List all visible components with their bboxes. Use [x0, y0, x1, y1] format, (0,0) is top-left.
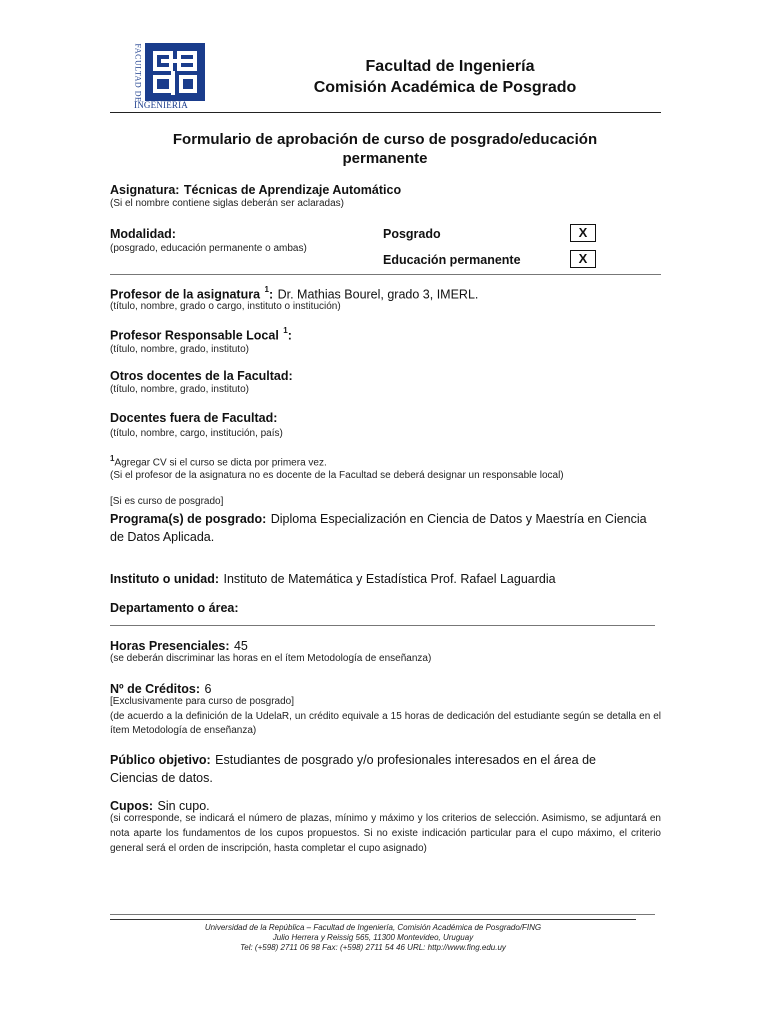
creditos-note1: [Exclusivamente para curso de posgrado] — [110, 696, 294, 707]
horas-value: 45 — [233, 639, 248, 653]
faculty-title: Facultad de Ingeniería — [365, 58, 535, 75]
profesor-footnote-ref: 1 — [264, 285, 269, 294]
docentes-fuera-note: (título, nombre, cargo, institución, país) — [110, 428, 283, 439]
commission-title: Comisión Académica de Posgrado — [313, 79, 577, 96]
creditos-label: Nº de Créditos: — [110, 682, 200, 696]
responsable-field: Profesor Responsable Local $^1$: — [110, 326, 292, 343]
cupos-note: (si corresponde, se indicará el número de plazas, mínimo y máximo y los criterios de selección. Asimismo, se adjuntará en nota aparte los fundamentos de los cupos propuestos. Si no existe indicación particular para el cupo máximo, el criterio general será el orden de inscripción, hasta completar el cupo asignado) — [110, 813, 661, 854]
docentes-fuera-label: Docentes fuera de Facultad: — [110, 411, 278, 425]
otros-docentes-note: (título, nombre, grado, instituto) — [110, 384, 249, 395]
asignatura-value: Técnicas de Aprendizaje Automático — [183, 183, 402, 197]
responsable-note: (título, nombre, grado, instituto) — [110, 344, 249, 355]
form-title: Formulario de aprobación de curso de posgrado/educación permanente — [172, 131, 598, 167]
modalidad-note: (posgrado, educación permanente o ambas) — [110, 243, 307, 254]
educacion-permanente-checkbox[interactable]: X — [570, 250, 596, 268]
creditos-value: 6 — [204, 682, 212, 696]
modalidad-label: Modalidad: — [110, 227, 176, 241]
footnote-number: 1 — [110, 454, 115, 463]
instituto-label: Instituto o unidad: — [110, 572, 220, 586]
horas-label: Horas Presenciales: — [110, 639, 230, 653]
departamento-label: Departamento o área: — [110, 601, 239, 615]
instituto-field — [110, 570, 661, 588]
asignatura-field — [110, 181, 661, 199]
programa-value: Diploma Especialización en Ciencia de Datos y Maestría en Ciencia de Datos Aplicada. — [110, 512, 647, 544]
modalidad-divider — [110, 274, 661, 275]
profesor-note: (título, nombre, grado o cargo, instituto o institución) — [110, 301, 341, 312]
publico-value: Estudiantes de posgrado y/o profesionales interesados en el área de Ciencias de datos. — [110, 753, 596, 785]
responsable-footnote-ref: 1 — [283, 326, 288, 335]
footnote-line2: (Si el profesor de la asignatura no es docente de la Facultad se deberá designar un responsable local) — [110, 470, 564, 481]
programa-label: Programa(s) de posgrado: — [110, 512, 267, 526]
instituto-value: Instituto de Matemática y Estadística Prof. Rafael Laguardia — [223, 572, 556, 586]
footer-line2: Julio Herrera y Reissig 565, 11300 Montevideo, Uruguay — [272, 933, 474, 942]
footer-line3: Tel: (+598) 2711 06 98 Fax: (+598) 2711 54 46 URL: http://www.fing.edu.uy — [240, 943, 506, 952]
programa-field — [110, 510, 661, 546]
creditos-note2: (de acuerdo a la definición de la UdelaR, un crédito equivale a 15 horas de dedicación del estudiante según se detalla en el ítem Metodología de enseñanza) — [110, 711, 661, 736]
footer-divider-1 — [110, 914, 655, 915]
horas-note: (se deberán discriminar las horas en el ítem Metodología de enseñanza) — [110, 653, 432, 664]
cupos-value: Sin cupo. — [157, 799, 210, 813]
profesor-field: Profesor de la asignatura $^1$: Dr. Mathias Bourel, grado 3, IMERL. — [110, 285, 479, 302]
logo-side-text: FACULTAD DE — [133, 43, 143, 103]
footer-line1: Universidad de la República – Facultad de Ingeniería, Comisión Académica de Posgrado/FING — [204, 923, 542, 932]
footer-divider-2 — [110, 919, 636, 920]
modalidad-educacion-label: Educación permanente — [383, 253, 521, 267]
header-divider — [110, 112, 661, 113]
asignatura-note: (Si el nombre contiene siglas deberán ser aclaradas) — [110, 198, 345, 209]
publico-field — [110, 751, 640, 787]
departamento-line[interactable] — [110, 625, 655, 626]
cupos-label: Cupos: — [110, 799, 154, 813]
footnote-line1: $^1$Agregar CV si el curso se dicta por primera vez. — [110, 454, 327, 469]
posgrado-checkbox[interactable]: X — [570, 224, 596, 242]
profesor-label: Profesor de la asignatura — [110, 287, 261, 302]
programa-pre-note: [Si es curso de posgrado] — [110, 496, 224, 507]
otros-docentes-label: Otros docentes de la Facultad: — [110, 369, 293, 383]
logo-caption: INGENIERIA — [134, 100, 188, 110]
responsable-label: Profesor Responsable Local — [110, 328, 279, 343]
profesor-value: Dr. Mathias Bourel, grado 3, IMERL. — [277, 287, 479, 302]
modalidad-posgrado-label: Posgrado — [383, 227, 441, 241]
publico-label: Público objetivo: — [110, 753, 211, 767]
asignatura-label: Asignatura: — [110, 183, 180, 197]
